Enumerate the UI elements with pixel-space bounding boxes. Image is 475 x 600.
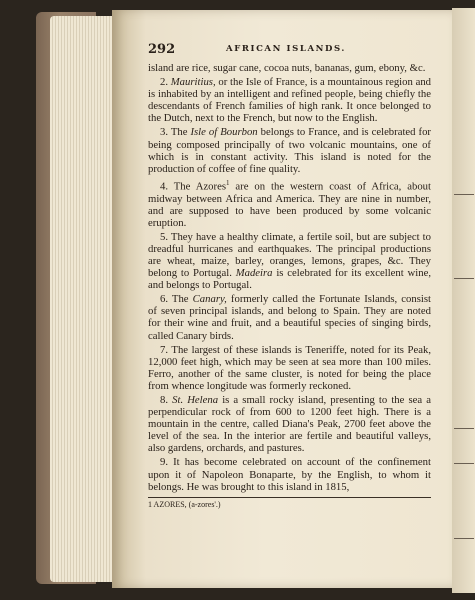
footnote-rule <box>148 497 431 498</box>
paragraph-climate: 5. They have a healthy climate, a fertile soil, but are subject to dreadful hurricanes and earthquakes. The principal productions are wheat, maize, barley, oranges, lemons, grapes, &c. They belong to Portugal. Madeira is celebrated for its excellent wine, and belongs to Portugal. <box>148 230 431 292</box>
facing-text-line <box>454 538 474 539</box>
facing-text-line <box>454 463 474 464</box>
running-head: AFRICAN ISLANDS. <box>226 44 346 54</box>
page-number: 292 <box>148 42 176 57</box>
page-content <box>148 40 431 509</box>
facing-text-line <box>454 278 474 279</box>
facing-page-edge <box>452 8 475 593</box>
footnote-marker: 1 <box>226 178 230 187</box>
paragraph-napoleon: 9. It has become celebrated on account of the confinement upon it of Napoleon Bonaparte, by the English, to whom it belongs. He was brought to this island in 1815, <box>148 456 431 493</box>
paragraph-continued: island are rice, sugar cane, cocoa nuts, bananas, gum, ebony, &c. <box>148 62 426 74</box>
facing-text-line <box>454 194 474 195</box>
page-header <box>148 40 431 58</box>
body-text <box>148 62 431 493</box>
facing-text-line <box>454 428 474 429</box>
paragraph-bourbon: 3. The Isle of Bourbon belongs to France, and is celebrated for being composed principally of two volcanic mountains, one of which is in constant activity. This island is noted for the production of coffee of fine quality. <box>148 126 431 175</box>
paragraph-canary: 6. The Canary, formerly called the Fortunate Islands, consist of seven principal islands, and belong to Spain. They are noted for their wine and fruit, and a beautiful species of singing birds, called Canary birds. <box>148 293 431 342</box>
paragraph-teneriffe: 7. The largest of these islands is Teneriffe, noted for its Peak, 12,000 feet high, which may be seen at sea more than 100 miles. Ferro, another of the same cluster, is noted for being the place from whence longitude was formerly reckoned. <box>148 343 431 392</box>
footnote: 1 AZORES, (a-zores'.) <box>148 499 221 509</box>
paragraph-azores: 4. The Azores$^1$ are on the western coast of Africa, about midway between Africa and America. They are nine in number, and are supposed to have been produced by some volcanic eruption. <box>148 178 431 229</box>
paragraph-st-helena: 8. St. Helena is a small rocky island, presenting to the sea a perpendicular rock of from 600 to 1200 feet high. There is a mountain in the centre, called Diana's Peak, 2700 feet above the level of the sea. In the interior are fertile and beautiful valleys, also gardens, orchards, and pastures. <box>148 394 432 455</box>
paragraph-mauritius: 2. Mauritius, or the Isle of France, is a mountainous region and is inhabited by an intelligent and refined people, being chiefly the descendants of French families of high rank. It once belonged to the Dutch, next to the French, but now to the English. <box>148 76 432 125</box>
